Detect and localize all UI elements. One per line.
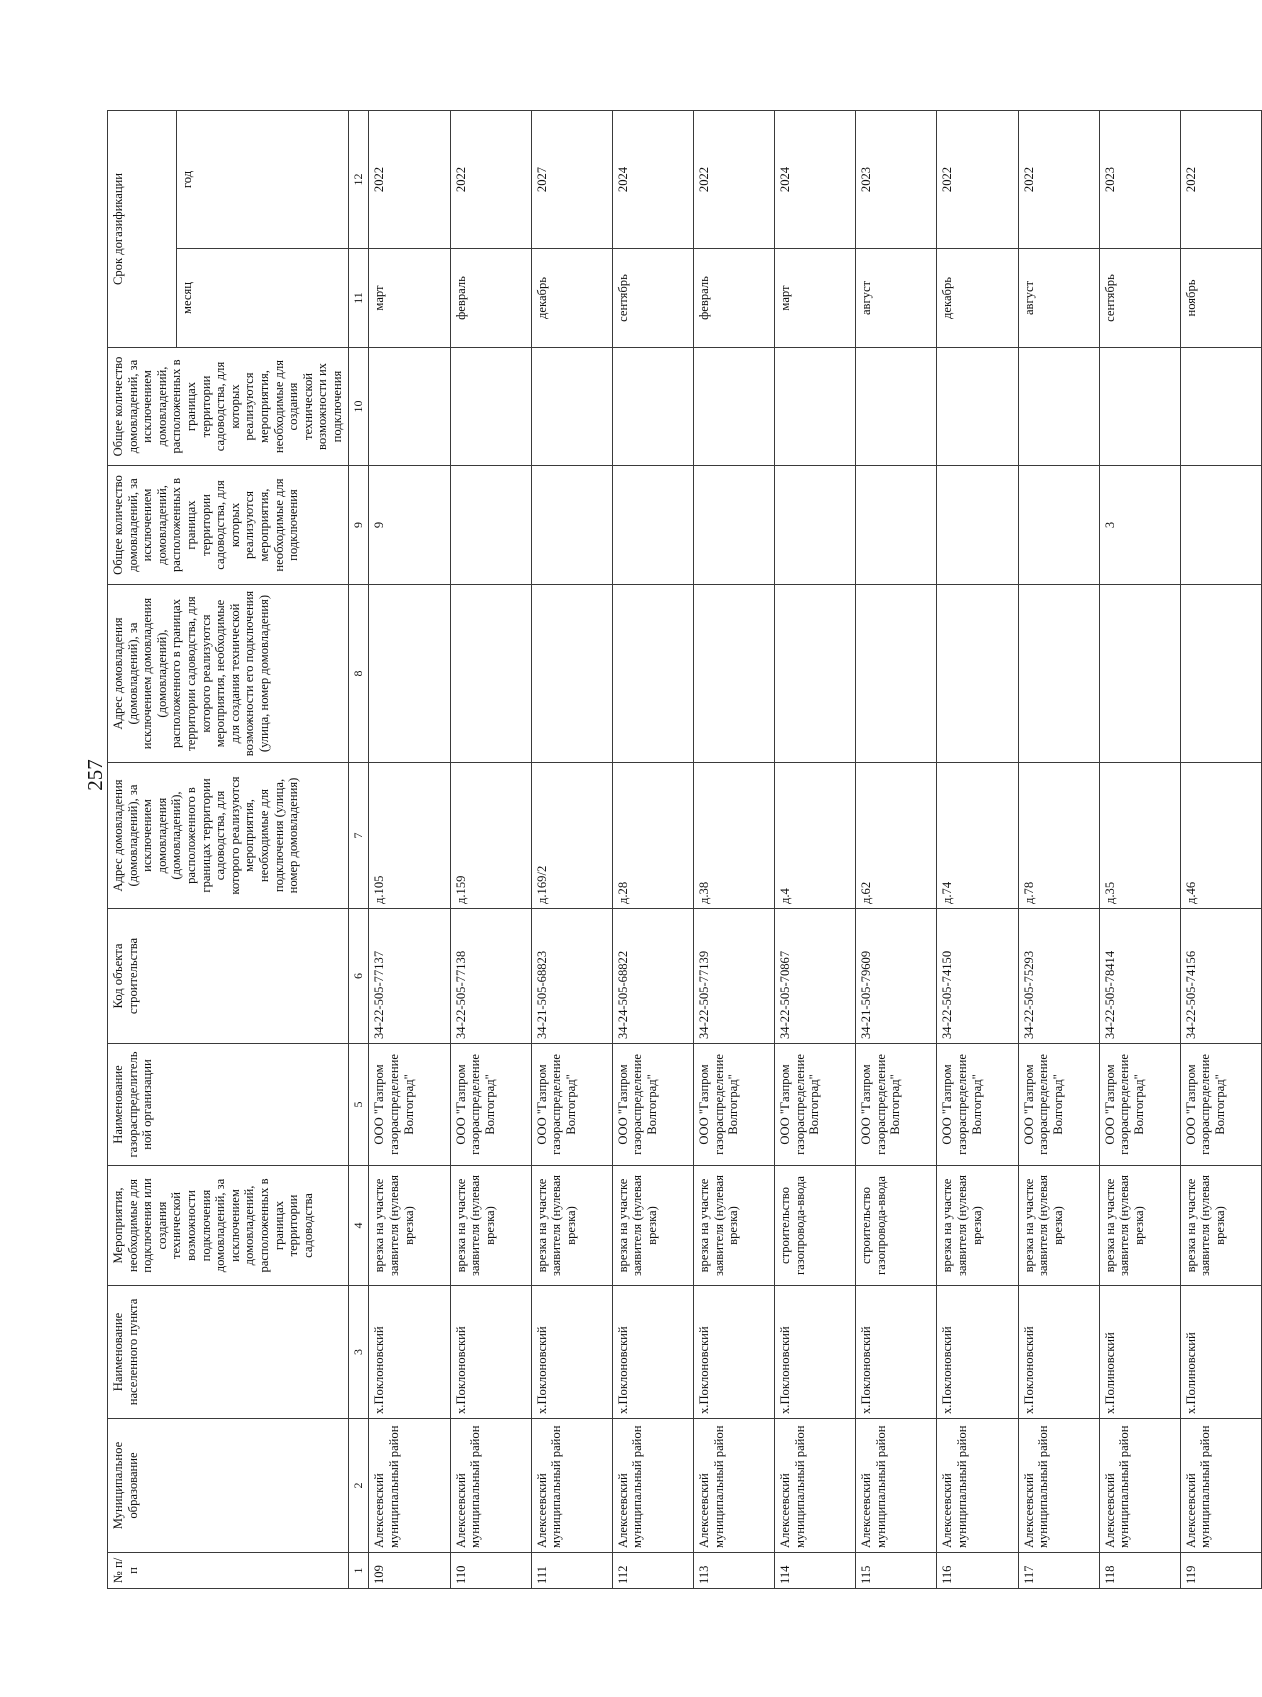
cell-settlement: х.Полиновский [1099,1286,1180,1419]
cell-number: 112 [612,1553,693,1589]
table-row [369,110,450,1588]
gasification-table [107,110,1262,1589]
column-number: 12 [348,110,369,248]
cell-municipality: Алексеевский муниципальный район [937,1419,1018,1553]
cell-object-code: 34-22-505-70867 [775,909,856,1044]
cell-count-connection [612,466,693,585]
cell-address-connection: д.35 [1099,763,1180,909]
cell-address-connection: д.78 [1018,763,1099,909]
cell-activity: врезка на участке заявителя (нулевая врезка) [937,1166,1018,1286]
cell-activity: врезка на участке заявителя (нулевая врезка) [1099,1166,1180,1286]
cell-address-technical [1099,585,1180,763]
table-body [108,110,1262,1588]
cell-address-technical [775,585,856,763]
cell-number: 114 [775,1553,856,1589]
table-row [1099,110,1180,1588]
cell-municipality: Алексеевский муниципальный район [856,1419,937,1553]
cell-organization: ООО "Газпром газораспределение Волгоград" [369,1044,450,1166]
cell-count-connection [775,466,856,585]
column-number: 5 [348,1044,369,1166]
cell-year: 2022 [693,110,774,248]
cell-settlement: х.Поклоновский [612,1286,693,1419]
cell-month: февраль [450,249,531,348]
header-object-code: Код объекта строительства [108,909,349,1044]
cell-address-connection: д.46 [1180,763,1261,909]
cell-address-connection: д.28 [612,763,693,909]
table-row [937,110,1018,1588]
cell-address-technical [612,585,693,763]
cell-object-code: 34-21-505-68823 [531,909,612,1044]
cell-count-technical [1018,348,1099,466]
cell-organization: ООО "Газпром газораспределение Волгоград" [450,1044,531,1166]
cell-activity: строительство газопровода-ввода [856,1166,937,1286]
cell-address-technical [1180,585,1261,763]
cell-count-technical [775,348,856,466]
column-number: 9 [348,466,369,585]
cell-municipality: Алексеевский муниципальный район [1018,1419,1099,1553]
cell-address-technical [856,585,937,763]
cell-settlement: х.Полиновский [1180,1286,1261,1419]
cell-object-code: 34-22-505-74150 [937,909,1018,1044]
table-row [856,110,937,1588]
table-row [531,110,612,1588]
column-number: 4 [348,1166,369,1286]
header-month: месяц [177,249,348,348]
cell-month: февраль [693,249,774,348]
cell-count-connection [450,466,531,585]
cell-number: 111 [531,1553,612,1589]
cell-municipality: Алексеевский муниципальный район [369,1419,450,1553]
column-number: 2 [348,1419,369,1553]
cell-number: 117 [1018,1553,1099,1589]
cell-month: август [1018,249,1099,348]
cell-settlement: х.Поклоновский [937,1286,1018,1419]
cell-month: сентябрь [612,249,693,348]
cell-activity: врезка на участке заявителя (нулевая врезка) [450,1166,531,1286]
cell-municipality: Алексеевский муниципальный район [531,1419,612,1553]
cell-count-connection [531,466,612,585]
cell-number: 115 [856,1553,937,1589]
cell-month: сентябрь [1099,249,1180,348]
header-term: Срок догазификации [108,110,177,347]
cell-count-technical [369,348,450,466]
column-number: 3 [348,1286,369,1419]
cell-count-technical [937,348,1018,466]
cell-settlement: х.Поклоновский [369,1286,450,1419]
cell-address-technical [1018,585,1099,763]
cell-address-technical [450,585,531,763]
cell-number: 116 [937,1553,1018,1589]
gasification-table-sheet [107,111,1262,1589]
header-number: № п/п [108,1553,349,1589]
cell-organization: ООО "Газпром газораспределение Волгоград" [693,1044,774,1166]
cell-settlement: х.Поклоновский [693,1286,774,1419]
cell-object-code: 34-24-505-68822 [612,909,693,1044]
cell-organization: ООО "Газпром газораспределение Волгоград" [612,1044,693,1166]
cell-organization: ООО "Газпром газораспределение Волгоград" [1099,1044,1180,1166]
cell-count-connection [1180,466,1261,585]
cell-activity: строительство газопровода-ввода [775,1166,856,1286]
cell-organization: ООО "Газпром газораспределение Волгоград" [856,1044,937,1166]
cell-municipality: Алексеевский муниципальный район [693,1419,774,1553]
cell-address-connection: д.159 [450,763,531,909]
cell-count-connection [937,466,1018,585]
cell-object-code: 34-22-505-75293 [1018,909,1099,1044]
cell-count-connection: 3 [1099,466,1180,585]
cell-object-code: 34-22-505-74156 [1180,909,1261,1044]
column-number: 1 [348,1553,369,1589]
table-row [612,110,693,1588]
cell-activity: врезка на участке заявителя (нулевая врезка) [612,1166,693,1286]
cell-year: 2022 [1180,110,1261,248]
cell-address-technical [531,585,612,763]
cell-number: 119 [1180,1553,1261,1589]
cell-month: март [775,249,856,348]
header-count-technical: Общее количество домовладений, за исключением домовладений, расположенных в границах территории садоводства, для которых реализуются мероприятия, необходимые для создания технической возможности их подключения [108,348,349,466]
cell-year: 2023 [856,110,937,248]
cell-count-technical [1099,348,1180,466]
cell-month: ноябрь [1180,249,1261,348]
header-municipality: Муниципальное образование [108,1419,349,1553]
cell-object-code: 34-22-505-77137 [369,909,450,1044]
column-number-row [348,110,369,1588]
page-number: 257 [83,759,107,791]
cell-year: 2022 [1018,110,1099,248]
cell-number: 113 [693,1553,774,1589]
cell-settlement: х.Поклоновский [856,1286,937,1419]
column-number: 11 [348,249,369,348]
cell-month: август [856,249,937,348]
cell-address-technical [369,585,450,763]
cell-organization: ООО "Газпром газораспределение Волгоград" [775,1044,856,1166]
header-organization: Наименование газораспределитель ной организации [108,1044,349,1166]
cell-object-code: 34-22-505-77138 [450,909,531,1044]
cell-address-connection: д.169/2 [531,763,612,909]
cell-year: 2024 [775,110,856,248]
cell-activity: врезка на участке заявителя (нулевая врезка) [1180,1166,1261,1286]
cell-organization: ООО "Газпром газораспределение Волгоград" [1018,1044,1099,1166]
cell-count-technical [450,348,531,466]
header-settlement: Наименование населенного пункта [108,1286,349,1419]
cell-count-technical [1180,348,1261,466]
cell-number: 109 [369,1553,450,1589]
cell-count-connection [856,466,937,585]
header-activities: Мероприятия, необходимые для подключения или создания технической возможности подключения домовладений, за исключением домовладений, расположенных в границах территории садоводства [108,1166,349,1286]
cell-activity: врезка на участке заявителя (нулевая врезка) [1018,1166,1099,1286]
cell-count-connection: 9 [369,466,450,585]
cell-address-connection: д.62 [856,763,937,909]
column-number: 7 [348,763,369,909]
cell-year: 2023 [1099,110,1180,248]
header-count-connection: Общее количество домовладений, за исключением домовладений, расположенных в границах территории садоводства, для которых реализуются мероприятия, необходимые для подключения [108,466,349,585]
cell-number: 110 [450,1553,531,1589]
cell-organization: ООО "Газпром газораспределение Волгоград" [531,1044,612,1166]
cell-count-technical [693,348,774,466]
cell-count-connection [1018,466,1099,585]
cell-count-technical [531,348,612,466]
cell-municipality: Алексеевский муниципальный район [1099,1419,1180,1553]
cell-address-technical [937,585,1018,763]
cell-year: 2022 [369,110,450,248]
cell-settlement: х.Поклоновский [450,1286,531,1419]
cell-municipality: Алексеевский муниципальный район [775,1419,856,1553]
cell-address-connection: д.4 [775,763,856,909]
cell-object-code: 34-21-505-79609 [856,909,937,1044]
table-row [1018,110,1099,1588]
cell-year: 2027 [531,110,612,248]
header-year: год [177,110,348,248]
cell-municipality: Алексеевский муниципальный район [1180,1419,1261,1553]
cell-activity: врезка на участке заявителя (нулевая врезка) [369,1166,450,1286]
table-row [775,110,856,1588]
cell-settlement: х.Поклоновский [1018,1286,1099,1419]
cell-settlement: х.Поклоновский [531,1286,612,1419]
cell-year: 2022 [450,110,531,248]
table-row [450,110,531,1588]
table-row [1180,110,1261,1588]
header-address-technical: Адрес домовладения (домовладений), за исключением домовладения (домовладений), расположенного в границах территории садоводства, для которого реализуются мероприятия, необходимые для создания технической возможности его подключения (улица, номер домовладения) [108,585,349,763]
cell-activity: врезка на участке заявителя (нулевая врезка) [531,1166,612,1286]
cell-municipality: Алексеевский муниципальный район [612,1419,693,1553]
cell-count-connection [693,466,774,585]
table-row [693,110,774,1588]
header-row [108,110,177,1588]
cell-address-connection: д.105 [369,763,450,909]
column-number: 6 [348,909,369,1044]
cell-address-technical [693,585,774,763]
cell-address-connection: д.74 [937,763,1018,909]
cell-count-technical [856,348,937,466]
cell-organization: ООО "Газпром газораспределение Волгоград" [937,1044,1018,1166]
cell-activity: врезка на участке заявителя (нулевая врезка) [693,1166,774,1286]
cell-address-connection: д.38 [693,763,774,909]
cell-organization: ООО "Газпром газораспределение Волгоград" [1180,1044,1261,1166]
column-number: 8 [348,585,369,763]
column-number: 10 [348,348,369,466]
header-address-connection: Адрес домовладения (домовладений), за исключением домовладения (домовладений), расположенного в границах территории садоводства, для которого реализуются мероприятия, необходимые для подключения (улица, номер домовладения) [108,763,349,909]
cell-year: 2022 [937,110,1018,248]
cell-municipality: Алексеевский муниципальный район [450,1419,531,1553]
cell-month: декабрь [531,249,612,348]
cell-settlement: х.Поклоновский [775,1286,856,1419]
cell-month: март [369,249,450,348]
cell-month: декабрь [937,249,1018,348]
cell-object-code: 34-22-505-77139 [693,909,774,1044]
cell-object-code: 34-22-505-78414 [1099,909,1180,1044]
cell-number: 118 [1099,1553,1180,1589]
cell-count-technical [612,348,693,466]
cell-year: 2024 [612,110,693,248]
